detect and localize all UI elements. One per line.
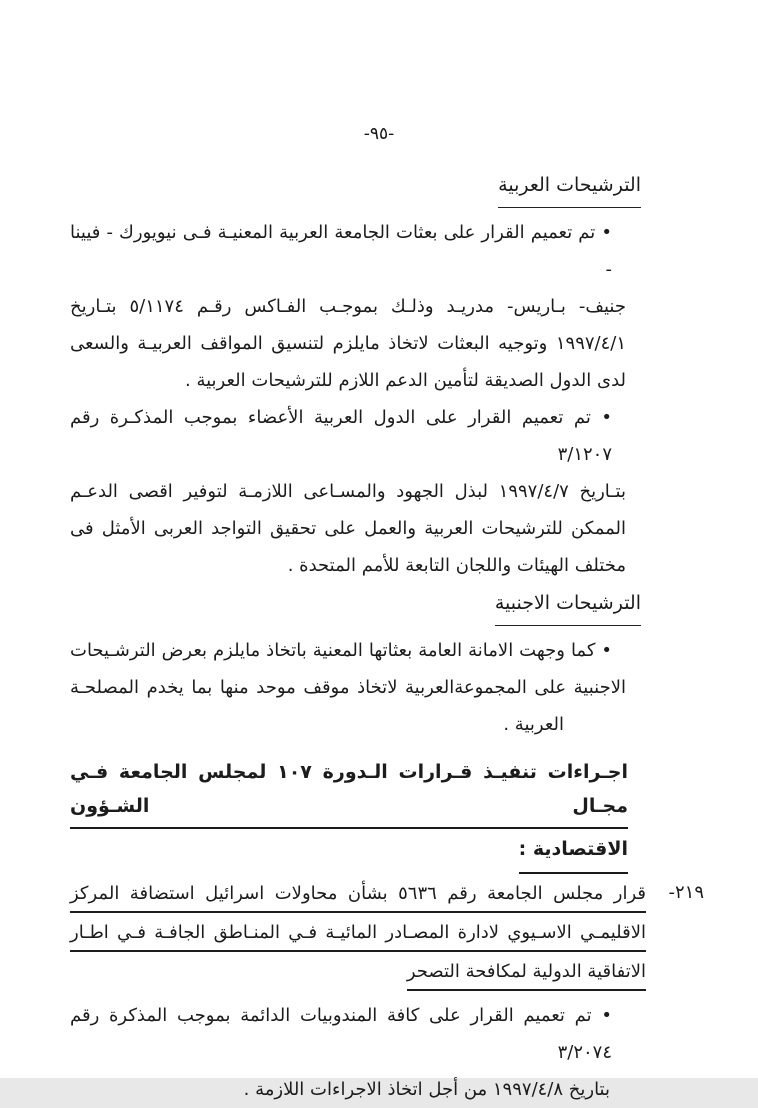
text-line	[70, 952, 646, 991]
section-heading-text: الاقتصادية :	[519, 829, 628, 874]
text-line: بتاريخ ١٩٩٧/٤/٨ من أجل اتخاذ الاجراءات اللازمة .	[243, 1079, 610, 1100]
underlined-text: قرار مجلس الجامعة رقم ٥٦٣٦ بشأن محاولات اسرائيل استضافة المركز	[70, 876, 646, 913]
text-line: العربية .	[503, 714, 564, 735]
section-heading-text: اجـراءات تنفيـذ قـرارات الـدورة ١٠٧ لمجلس الجامعة فـي مجـال الشـؤون	[70, 755, 628, 829]
text-line: بتـاريخ ١٩٩٧/٤/٧ لبذل الجهود والمسـاعى اللازمـة لتوفير اقصى الدعـم	[70, 481, 626, 502]
bullet-paragraph	[70, 399, 626, 584]
text-line: الممكن للترشيحات العربية والعمل على تحقيق التواجد العربى الأمثل فى	[70, 518, 626, 539]
section-heading-foreign-nominations	[70, 584, 641, 626]
text-line	[70, 913, 646, 952]
text-line: جنيف- بـاريس- مدريـد وذلـك بموجـب الفـاكس رقـم ٥/١١٧٤ بتـاريخ	[70, 296, 626, 317]
section-heading-text: الترشيحات الاجنبية	[495, 584, 641, 626]
numbered-item-219	[70, 874, 704, 991]
text-line: • تم تعميم القرار على كافة المندوبيات الدائمة بموجب المذكرة رقم ٣/٢٠٧٤	[70, 1005, 612, 1063]
text-line: لدى الدول الصديقة لتأمين الدعم اللازم للترشيحات العربية .	[185, 370, 626, 391]
document-content	[70, 166, 704, 1108]
bullet-paragraph	[70, 632, 626, 743]
page-number: -٩٥-	[363, 124, 395, 144]
item-text	[70, 874, 646, 991]
section-heading-economic-procedures	[70, 755, 628, 874]
underlined-text: الاتفاقية الدولية لمكافحة التصحر	[407, 954, 646, 991]
text-line: • تم تعميم القرار على الدول العربية الأعضاء بموجب المذكـرة رقم ٣/١٢٠٧	[70, 407, 612, 465]
text-line: • تم تعميم القرار على بعثات الجامعة العربية المعنيـة فـى نيويورك - فيينا -	[70, 222, 612, 280]
bullet-paragraph	[70, 214, 626, 399]
text-line: ١٩٩٧/٤/١ وتوجيه البعثات لاتخاذ مايلزم لتنسيق المواقف العربيـة والسعى	[70, 333, 626, 354]
item-number: ٢١٩-	[668, 882, 704, 903]
text-line: الاجنبية على المجموعةالعربية لاتخاذ موقف موحد منها بما يخدم المصلحـة	[70, 677, 626, 698]
section-heading-text: الترشيحات العربية	[498, 166, 641, 208]
bullet-paragraph	[70, 997, 626, 1108]
text-line: مختلف الهيئات واللجان التابعة للأمم المتحدة .	[287, 555, 626, 576]
text-line: • كما وجهت الامانة العامة بعثاتها المعنية باتخاذ مايلزم بعرض الترشـيحات	[70, 640, 612, 661]
underlined-text: الاقليمـي الاسـيوي لادارة المصـادر المائيـة فـي المنـاطق الجافـة فـي اطـار	[70, 915, 646, 952]
text-line	[70, 874, 646, 913]
section-heading-arab-nominations	[70, 166, 641, 208]
